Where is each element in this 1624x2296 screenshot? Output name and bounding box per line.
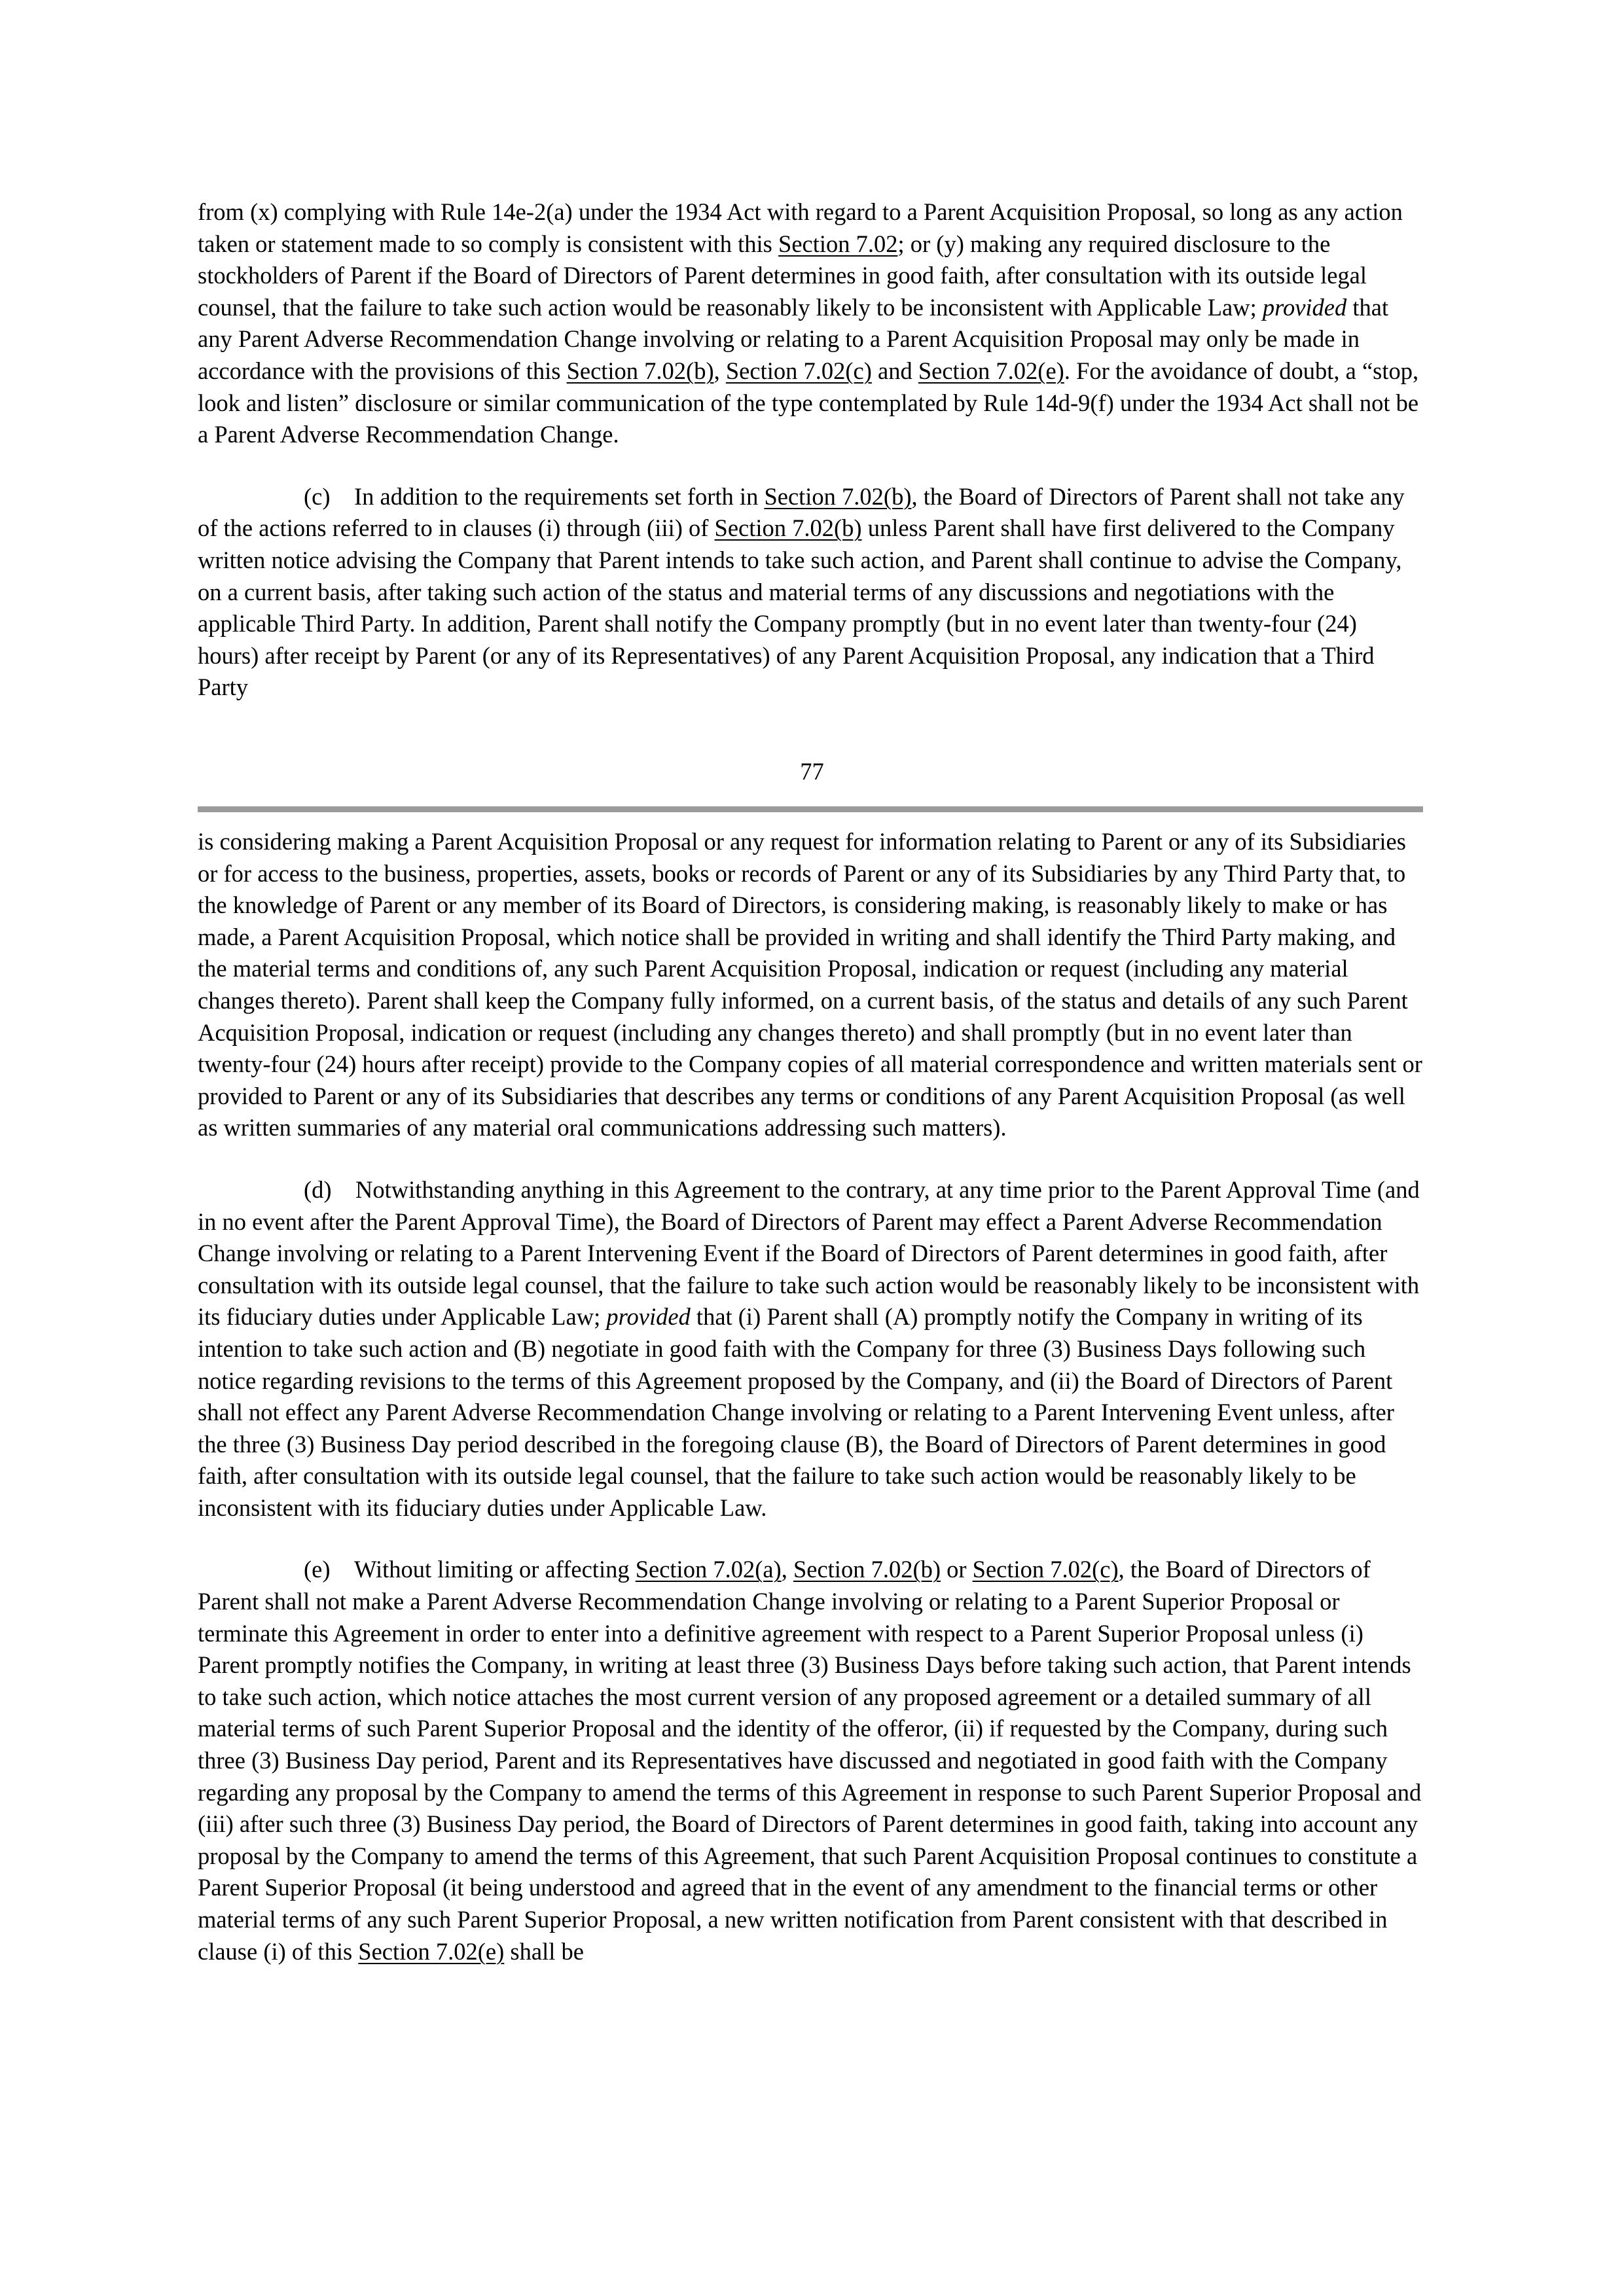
section-7-02-link[interactable]: Section 7.02	[778, 230, 898, 257]
section-7-02-c-link[interactable]: Section 7.02(c)	[972, 1556, 1119, 1583]
text-run: , the Board of Directors of Parent shall not take any of the actions referred to in clauses (i) through (iii) of	[198, 482, 1405, 542]
paragraph-c-continuation: is considering making a Parent Acquisition Proposal or any request for information relating to Parent or any of its Subsidiaries or for access to the business, properties, assets, books or records of Parent or any of its Subsidiaries by any Third Party that, to the knowledge of Parent or any member of its Board of Directors, is considering making, is reasonably likely to make or has made, a Parent Acquisition Proposal, which notice shall be provided in writing and shall identify the Third Party making, and the material terms and conditions of, any such Parent Acquisition Proposal, indication or request (including any material changes thereto). Parent shall keep the Company fully informed, on a current basis, of the status and details of any such Parent Acquisition Proposal, indication or request (including any changes thereto) and shall promptly (but in no event later than twenty-four (24) hours after receipt) provide to the Company copies of all material correspondence and written materials sent or provided to Parent or any of its Subsidiaries that describes any terms or conditions of any Parent Acquisition Proposal (as well as written summaries of any material oral communications addressing such matters).	[198, 828, 1422, 1141]
text-run: that (i) Parent shall (A) promptly notify the Company in writing of its intention to take such action and (B) negotiate in good faith with the Company for three (3) Business Days following such notice regarding revisions to the terms of this Agreement proposed by the Company, and (ii) the Board of Directors of Parent shall not effect any Parent Adverse Recommendation Change involving or relating to a Parent Intervening Event unless, after the three (3) Business Day period described in the foregoing clause (B), the Board of Directors of Parent determines in good faith, after consultation with its outside legal counsel, that the failure to take such action would be reasonably likely to be inconsistent with its fiduciary duties under Applicable Law.	[198, 1303, 1394, 1521]
section-7-02-e-link[interactable]: Section 7.02(e)	[358, 1937, 505, 1965]
text-run: shall be	[504, 1937, 584, 1965]
page-77-text-block	[198, 196, 1423, 704]
section-7-02-b-link[interactable]: Section 7.02(b)	[714, 514, 862, 542]
text-run: ,	[713, 357, 726, 384]
section-7-02-e-link[interactable]: Section 7.02(e)	[918, 357, 1064, 384]
text-run: that any Parent Adverse Recommendation Change involving or relating to a Parent Acquisition Proposal may only be made in accordance with the provisions of this	[198, 293, 1389, 384]
section-7-02-c-link[interactable]: Section 7.02(c)	[725, 357, 872, 384]
paragraph-d	[198, 1174, 1423, 1524]
text-run: (d) Notwithstanding anything in this Agreement to the contrary, at any time prior to the Parent Approval Time (and in no event after the Parent Approval Time), the Board of Directors of Parent may effect a Parent Adverse Recommendation Change involving or relating to a Parent Intervening Event if the Board of Directors of Parent determines in good faith, after consultation with its outside legal counsel, that the failure to take such action would be reasonably likely to be inconsistent with its fiduciary duties under Applicable Law;	[198, 1175, 1420, 1331]
provided-emphasis: provided	[1262, 293, 1347, 321]
section-7-02-b-link[interactable]: Section 7.02(b)	[764, 482, 912, 510]
text-run: (e) Without limiting or affecting	[304, 1556, 636, 1583]
text-run: from (x) complying with Rule 14e-2(a) under the 1934 Act with regard to a Parent Acquisition Proposal, so long as any action taken or statement made to so comply is consistent with this	[198, 198, 1403, 257]
paragraph-b-continuation	[198, 196, 1423, 451]
text-run: ,	[781, 1556, 793, 1583]
paragraph-e	[198, 1554, 1423, 1967]
text-run: and	[871, 357, 918, 384]
provided-emphasis: provided	[606, 1303, 691, 1331]
paragraph-c	[198, 481, 1423, 704]
text-run: unless Parent shall have first delivered to the Company written notice advising the Company that Parent intends to take such action, and Parent shall continue to advise the Company, on a current basis, after taking such action of the status and material terms of any discussions and negotiations with the applicable Third Party. In addition, Parent shall notify the Company promptly (but in no event later than twenty-four (24) hours) after receipt by Parent (or any of its Representatives) of any Parent Acquisition Proposal, any indication that a Third Party	[198, 514, 1402, 701]
text-run: or	[941, 1556, 973, 1583]
section-7-02-a-link[interactable]: Section 7.02(a)	[635, 1556, 782, 1583]
page-78-text-block	[198, 826, 1423, 1967]
text-run: , the Board of Directors of Parent shall not make a Parent Adverse Recommendation Change involving or relating to a Parent Superior Proposal or terminate this Agreement in order to enter into a definitive agreement with respect to a Parent Superior Proposal unless (i) Parent promptly notifies the Company, in writing at least three (3) Business Days before taking such action, that Parent intends to take such action, which notice attaches the most current version of any proposed agreement or a detailed summary of all material terms of such Parent Superior Proposal and the identity of the offeror, (ii) if requested by the Company, during such three (3) Business Day period, Parent and its Representatives have discussed and negotiated in good faith with the Company regarding any proposal by the Company to amend the terms of this Agreement in response to such Parent Superior Proposal and (iii) after such three (3) Business Day period, the Board of Directors of Parent determines in good faith, taking into account any proposal by the Company to amend the terms of this Agreement, that such Parent Acquisition Proposal continues to constitute a Parent Superior Proposal (it being understood and agreed that in the event of any amendment to the financial terms or other material terms of any such Parent Superior Proposal, a new written notification from Parent consistent with that described in clause (i) of this	[198, 1556, 1422, 1965]
section-7-02-b-link[interactable]: Section 7.02(b)	[793, 1556, 941, 1583]
section-7-02-b-link[interactable]: Section 7.02(b)	[566, 357, 714, 384]
text-run: (c) In addition to the requirements set forth in	[304, 482, 765, 510]
page-number: 77	[800, 758, 824, 785]
text-run: ; or (y) making any required disclosure to the stockholders of Parent if the Board of Directors of Parent determines in good faith, after consultation with its outside legal counsel, that the failure to take such action would be reasonably likely to be inconsistent with Applicable Law;	[198, 230, 1367, 321]
text-run: . For the avoidance of doubt, a “stop, look and listen” disclosure or similar communication of the type contemplated by Rule 14d-9(f) under the 1934 Act shall not be a Parent Adverse Recommendation Change.	[198, 357, 1419, 448]
page-break-rule	[198, 806, 1423, 812]
